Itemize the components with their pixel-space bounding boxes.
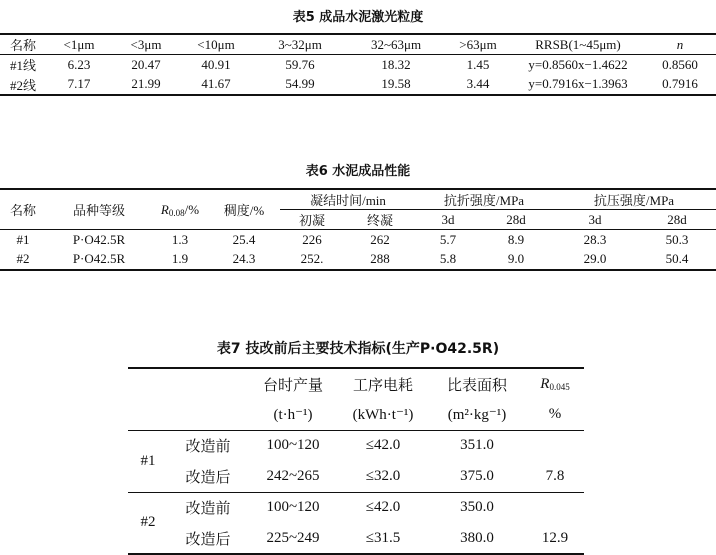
table5-header: <3μm <box>130 36 162 52</box>
table-row <box>0 230 716 250</box>
table-cell: 100~120 <box>266 437 320 454</box>
table-cell: 24.3 <box>232 251 256 266</box>
table5-header: <1μm <box>63 36 95 52</box>
table7-unit-blank <box>128 399 168 430</box>
table-row <box>0 55 716 75</box>
table-cell: 375.0 <box>460 467 494 484</box>
table7-unit-row <box>128 399 584 430</box>
table-cell: 25.4 <box>232 231 256 247</box>
table-cell: 改造后 <box>185 469 231 486</box>
table-cell: P·O42.5R <box>72 251 126 266</box>
table-cell: 262 <box>370 231 390 247</box>
table-cell <box>526 492 584 523</box>
table-row <box>128 430 584 461</box>
table5-header-row <box>0 34 716 55</box>
table-cell: 59.76 <box>285 56 315 72</box>
table6-header: 品种等级 <box>72 203 125 218</box>
table-cell <box>526 430 584 461</box>
table-cell: 5.8 <box>439 251 457 266</box>
table5-header: RRSB(1~45μm) <box>535 36 621 52</box>
table-cell: 100~120 <box>266 499 320 516</box>
table-cell: #1 <box>16 231 30 247</box>
table6-header: 抗折强度/MPa <box>416 189 552 210</box>
table6-header-row <box>0 189 716 210</box>
table-row <box>128 523 584 554</box>
table-cell: 28.3 <box>583 231 607 247</box>
table-row <box>0 75 716 95</box>
table-cell: 7.8 <box>545 467 565 484</box>
r-subscript: 0.045 <box>549 381 570 392</box>
r-symbol: R <box>160 201 169 217</box>
r-subscript: 0.08 <box>168 207 185 218</box>
table-cell: #2 <box>16 251 30 266</box>
table7-header-r <box>526 368 584 399</box>
table-cell: 20.47 <box>131 56 161 72</box>
table-cell: P·O42.5R <box>72 231 126 247</box>
table7-unit: (m²·kg⁻¹) <box>447 406 507 423</box>
table-cell: ≤42.0 <box>365 437 401 454</box>
table-cell: 252. <box>300 251 324 266</box>
table7-unit: (kWh·t⁻¹) <box>352 406 414 423</box>
table-cell: 3.44 <box>466 76 490 91</box>
table6-header: 稠度/% <box>223 203 265 218</box>
table-cell: #2线 <box>9 77 36 93</box>
table-cell: 225~249 <box>266 529 320 546</box>
table-row <box>0 250 716 270</box>
table7-header-blank <box>128 368 168 399</box>
table6-subheader: 28d <box>506 211 526 227</box>
table-cell: 21.99 <box>131 76 161 91</box>
table7-header: 台时产量 <box>262 377 323 394</box>
table-cell: 351.0 <box>460 437 494 454</box>
table6-subheader: 终凝 <box>366 213 393 228</box>
table-row <box>128 492 584 523</box>
table-cell: 40.91 <box>201 56 231 72</box>
table7-header: 工序电耗 <box>352 377 413 394</box>
table-cell: 29.0 <box>583 251 607 266</box>
table-cell: 1.45 <box>466 56 490 72</box>
group-label: #1 <box>140 452 156 469</box>
table7-header-row <box>128 368 584 399</box>
table-cell: ≤42.0 <box>365 499 401 516</box>
table5-header: 3~32μm <box>278 36 322 52</box>
table-cell: 7.17 <box>67 76 91 91</box>
table6 <box>0 188 716 271</box>
table-cell: 226 <box>302 231 322 247</box>
table7-caption: 表7 技改前后主要技术指标(生产P·O42.5R) <box>216 341 500 357</box>
table-cell: 350.0 <box>460 499 494 516</box>
table6-subheader: 3d <box>441 211 455 227</box>
table-cell: 9.0 <box>507 251 525 266</box>
table-cell: 12.9 <box>541 529 569 546</box>
table-cell: 50.3 <box>665 231 689 247</box>
table-cell: 54.99 <box>285 76 315 91</box>
table6-header: 凝结时间/min <box>280 189 416 210</box>
table7-unit-blank <box>168 399 248 430</box>
table6-header: 名称 <box>9 203 36 218</box>
table-cell: 242~265 <box>266 467 320 484</box>
table-cell: 18.32 <box>381 56 411 72</box>
table7-header: 比表面积 <box>446 377 507 394</box>
table-cell: 41.67 <box>201 76 231 91</box>
table-cell: 改造后 <box>185 531 231 548</box>
table-cell: 5.7 <box>439 231 457 247</box>
r-unit: /% <box>184 201 200 217</box>
table6-subheader: 28d <box>667 211 687 227</box>
table-cell: ≤31.5 <box>365 529 401 546</box>
table5-header: n <box>676 36 684 52</box>
table-cell: 1.9 <box>171 251 189 266</box>
table7 <box>128 367 584 555</box>
table-cell: 288 <box>370 251 390 266</box>
table5-header: 名称 <box>9 38 36 53</box>
group-label: #2 <box>140 514 156 531</box>
table-cell: y=0.7916x−1.3963 <box>528 76 628 91</box>
table-cell: 380.0 <box>460 529 494 546</box>
table5-header: >63μm <box>459 36 497 52</box>
table-cell: 改造前 <box>185 501 231 518</box>
table-cell: 8.9 <box>507 231 525 247</box>
table7-unit: % <box>548 405 562 422</box>
table-cell: 改造前 <box>185 439 231 456</box>
table6-subheader: 3d <box>588 211 602 227</box>
table5-header: 32~63μm <box>370 36 422 52</box>
table6-subheader: 初凝 <box>298 213 325 228</box>
table7-unit: (t·h⁻¹) <box>273 406 313 423</box>
table7-header-blank <box>168 368 248 399</box>
table5-caption: 表5 成品水泥激光粒度 <box>292 10 424 25</box>
table-cell: 50.4 <box>665 251 689 266</box>
table-cell: ≤32.0 <box>365 467 401 484</box>
table-cell: 19.58 <box>381 76 411 91</box>
table-cell: 6.23 <box>67 56 91 72</box>
r-symbol: R <box>540 375 550 392</box>
table5-header: <10μm <box>197 36 235 52</box>
table-cell: 0.8560 <box>662 56 698 72</box>
table6-header-r <box>152 189 208 230</box>
table-cell: 1.3 <box>171 231 189 247</box>
table-cell: #1线 <box>9 58 36 74</box>
table-row <box>128 461 584 492</box>
table6-caption: 表6 水泥成品性能 <box>305 164 411 179</box>
table-cell: 0.7916 <box>662 76 698 91</box>
table6-header: 抗压强度/MPa <box>552 189 716 210</box>
table5 <box>0 33 716 96</box>
table-cell: y=0.8560x−1.4622 <box>528 56 628 72</box>
